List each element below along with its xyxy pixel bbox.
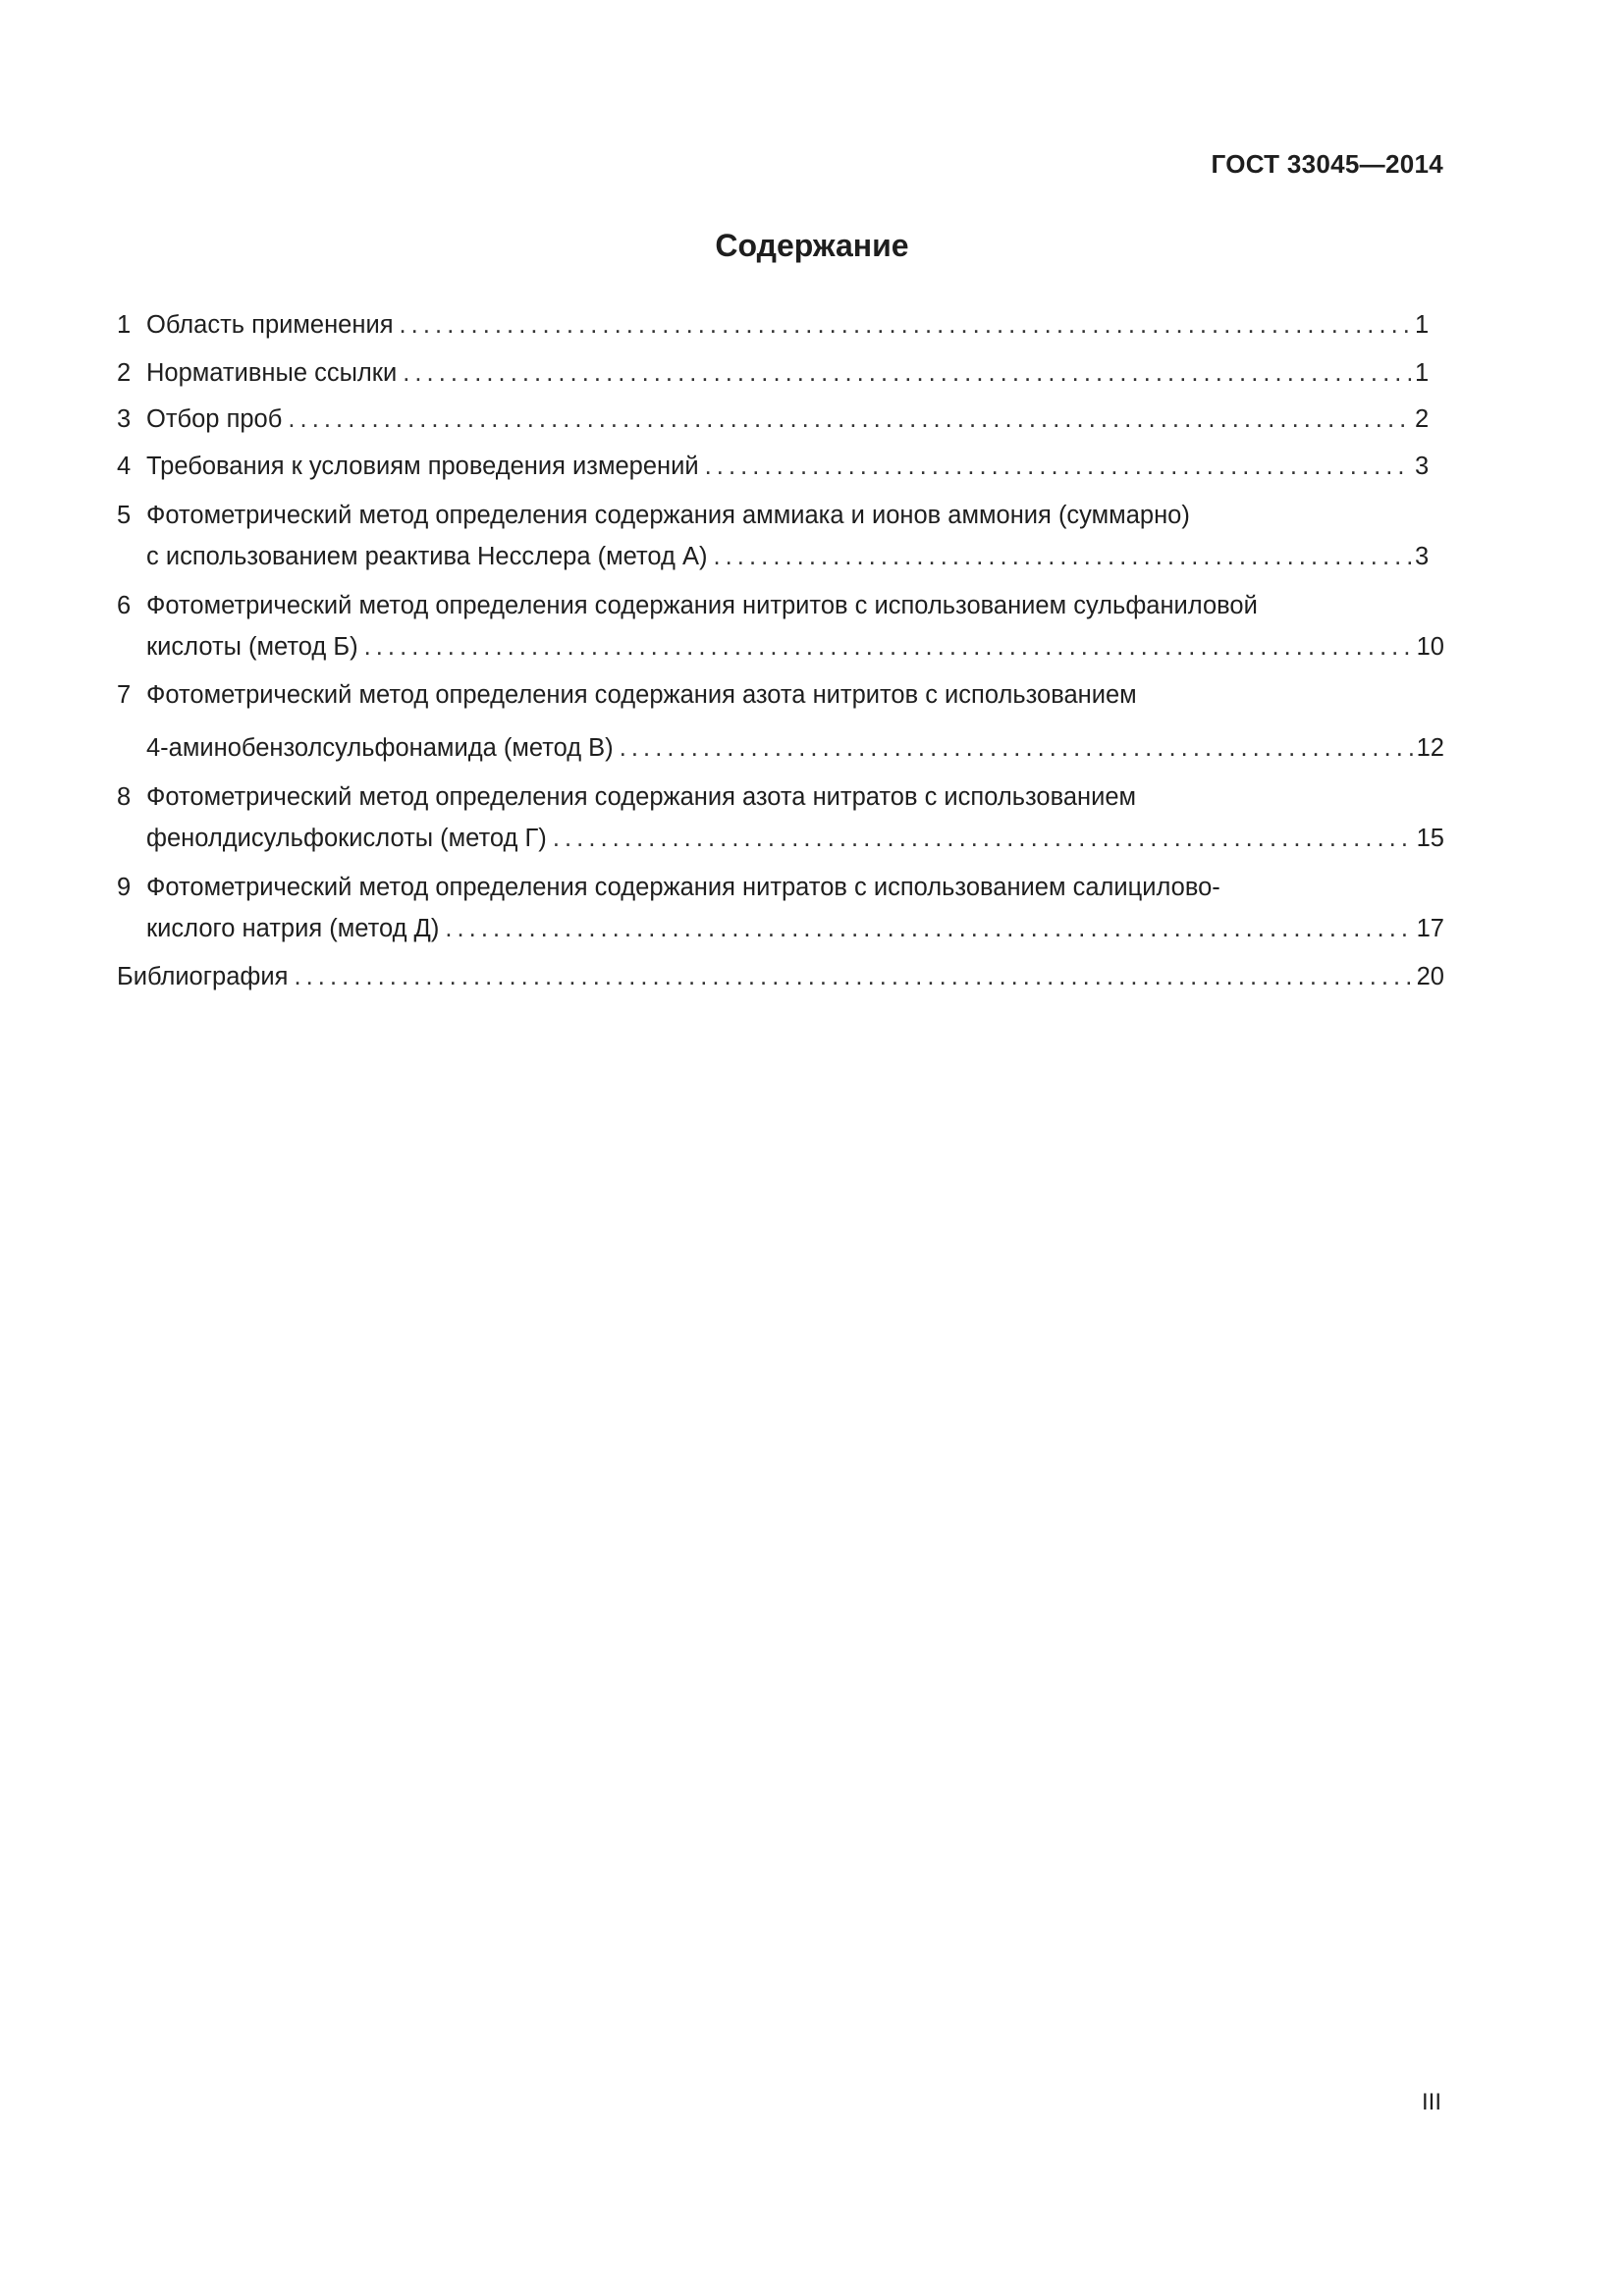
toc-entry-number: 7 (117, 681, 132, 709)
toc-entry-title: Требования к условиям проведения измерений (146, 453, 699, 480)
toc-entry-title: Отбор проб (146, 405, 283, 433)
toc-entry-title-continued: с использованием реактива Несслера (метод А) (146, 543, 708, 570)
toc-entry-title-continued: кислого натрия (метод Д) (146, 915, 440, 942)
toc-entry-title-continued: 4-аминобензолсульфонамида (метод В) (146, 734, 614, 762)
toc-entry-9[interactable] (117, 869, 1444, 947)
toc-entry-title: Фотометрический метод определения содержания нитратов с использованием салицилово- (146, 874, 1220, 901)
dot-leader (400, 306, 1411, 344)
toc-entry-title-continued: кислоты (метод Б) (146, 633, 358, 661)
toc-entry-1[interactable] (117, 306, 1444, 344)
toc-entry-number: 4 (117, 453, 132, 480)
toc-entry-5[interactable] (117, 497, 1444, 575)
toc-title: Содержание (715, 228, 909, 263)
toc-entry-page: 1 (1415, 311, 1430, 339)
toc-entry-title: Нормативные ссылки (146, 359, 398, 387)
standard-code: ГОСТ 33045—2014 (1211, 149, 1443, 179)
dot-leader (705, 448, 1411, 485)
toc-entry-page: 1 (1415, 359, 1430, 387)
dot-leader (364, 628, 1413, 666)
toc-entry-page: 12 (1416, 734, 1444, 762)
toc-entry-page: 17 (1416, 915, 1444, 942)
toc-entry-title: Фотометрический метод определения содержания аммиака и ионов аммония (суммарно) (146, 502, 1190, 529)
dot-leader (288, 400, 1411, 438)
page-number: III (1421, 2089, 1441, 2115)
toc-entry-8[interactable] (117, 778, 1444, 857)
toc-entry-page: 10 (1416, 633, 1444, 661)
dot-leader (713, 538, 1411, 575)
toc-entry-number: 2 (117, 359, 132, 387)
table-of-contents (117, 306, 1444, 995)
toc-entry-page: 3 (1415, 543, 1430, 570)
toc-entry-page: 3 (1415, 453, 1430, 480)
toc-entry-title: Фотометрический метод определения содержания азота нитратов с использованием (146, 783, 1137, 811)
toc-entry-title: Фотометрический метод определения содержания азота нитритов с использованием (146, 681, 1137, 709)
toc-entry-page: 2 (1415, 405, 1430, 433)
dot-leader (445, 910, 1412, 947)
dot-leader (294, 958, 1412, 995)
toc-entry-number: 9 (117, 874, 132, 901)
toc-entry-number: 6 (117, 592, 132, 619)
dot-leader (620, 729, 1413, 767)
toc-entry-page: 15 (1416, 825, 1444, 852)
toc-entry-2[interactable] (117, 354, 1444, 392)
dot-leader (403, 354, 1411, 392)
toc-entry-title-continued: фенолдисульфокислоты (метод Г) (146, 825, 547, 852)
toc-entry-number: 8 (117, 783, 132, 811)
toc-entry-6[interactable] (117, 587, 1444, 666)
toc-entry-title: Фотометрический метод определения содержания нитритов с использованием сульфаниловой (146, 592, 1258, 619)
toc-entry-title: Библиография (117, 963, 289, 990)
toc-entry-bibliography[interactable] (117, 958, 1444, 995)
toc-entry-title: Область применения (146, 311, 394, 339)
toc-entry-page: 20 (1416, 963, 1444, 990)
toc-entry-4[interactable] (117, 448, 1444, 485)
toc-entry-7[interactable] (117, 676, 1444, 767)
dot-leader (553, 820, 1413, 857)
toc-entry-3[interactable] (117, 400, 1444, 438)
toc-entry-number: 1 (117, 311, 132, 339)
toc-entry-number: 5 (117, 502, 132, 529)
toc-entry-number: 3 (117, 405, 132, 433)
